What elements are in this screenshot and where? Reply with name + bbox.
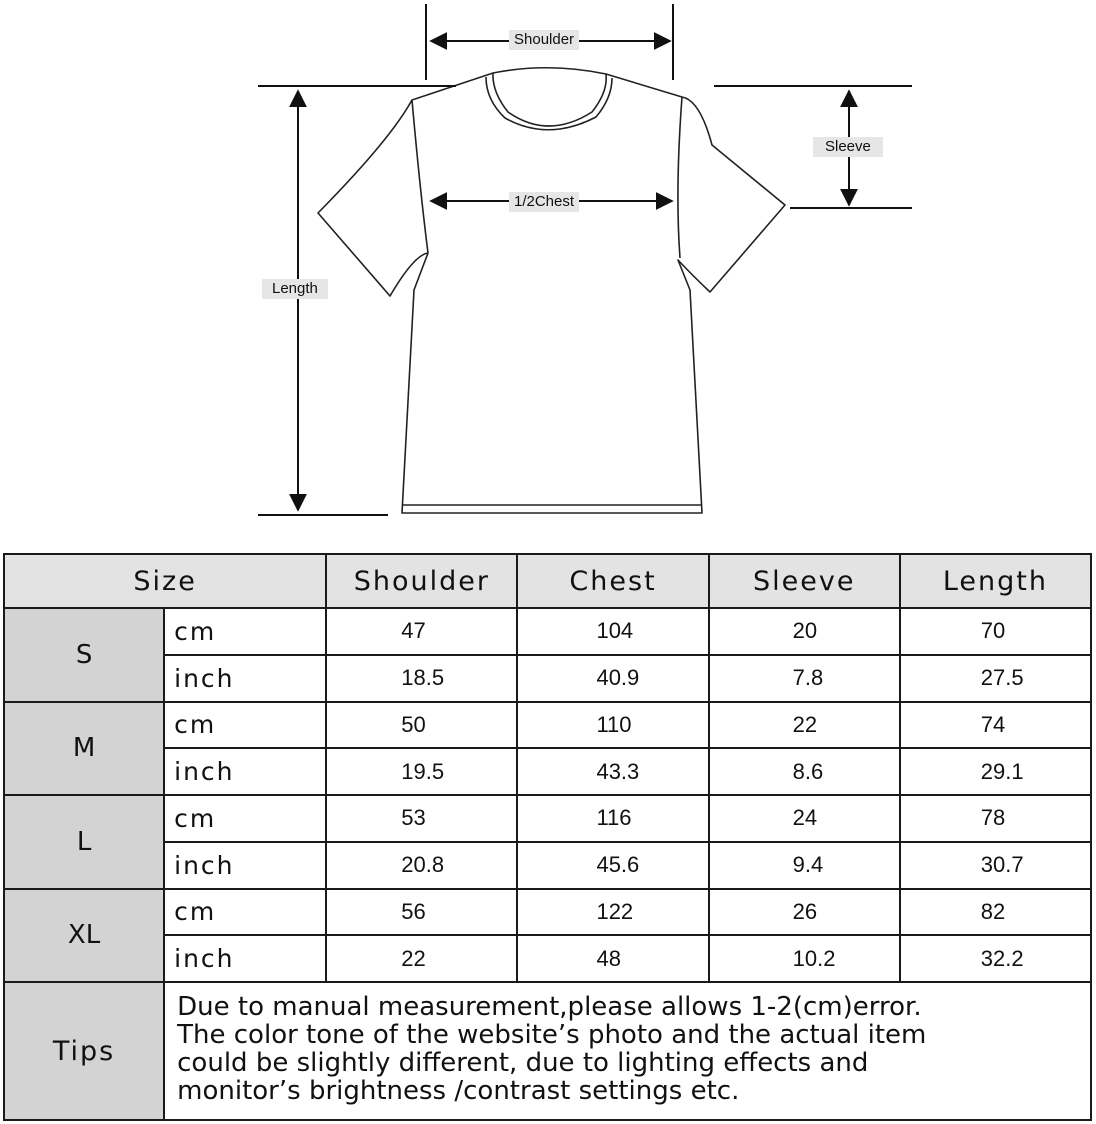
m-cm-length: 74 bbox=[900, 702, 1091, 749]
tips-label: Tips bbox=[4, 982, 164, 1120]
tips-line: monitor’s brightness /contrast settings etc. bbox=[177, 1076, 740, 1106]
l-inch-sleeve: 9.4 bbox=[709, 842, 900, 889]
l-cm-length: 78 bbox=[900, 795, 1091, 842]
size-l: L bbox=[4, 795, 164, 889]
unit-inch: inch bbox=[164, 655, 326, 702]
m-cm-sleeve: 22 bbox=[709, 702, 900, 749]
table-row bbox=[4, 702, 1091, 749]
s-cm-chest: 104 bbox=[517, 608, 708, 655]
table-row bbox=[4, 748, 1091, 795]
l-cm-chest: 116 bbox=[517, 795, 708, 842]
tshirt-measurement-diagram bbox=[0, 0, 1096, 530]
header-sleeve: Sleeve bbox=[709, 554, 900, 608]
table-row bbox=[4, 795, 1091, 842]
size-chart-table bbox=[3, 553, 1092, 1121]
s-inch-sleeve: 7.8 bbox=[709, 655, 900, 702]
xl-inch-sleeve: 10.2 bbox=[709, 935, 900, 982]
s-cm-shoulder: 47 bbox=[326, 608, 517, 655]
header-length: Length bbox=[900, 554, 1091, 608]
unit-cm: cm bbox=[164, 795, 326, 842]
tips-line: Due to manual measurement,please allows 1-2(cm)error. bbox=[177, 992, 922, 1022]
m-inch-chest: 43.3 bbox=[517, 748, 708, 795]
l-cm-shoulder: 53 bbox=[326, 795, 517, 842]
s-inch-chest: 40.9 bbox=[517, 655, 708, 702]
tips-row bbox=[4, 982, 1091, 1120]
tshirt-outline-icon bbox=[0, 0, 1096, 530]
header-size: Size bbox=[4, 554, 326, 608]
xl-inch-shoulder: 22 bbox=[326, 935, 517, 982]
size-m: M bbox=[4, 702, 164, 796]
xl-cm-chest: 122 bbox=[517, 889, 708, 936]
s-inch-length: 27.5 bbox=[900, 655, 1091, 702]
xl-inch-length: 32.2 bbox=[900, 935, 1091, 982]
table-row bbox=[4, 889, 1091, 936]
s-cm-length: 70 bbox=[900, 608, 1091, 655]
header-chest: Chest bbox=[517, 554, 708, 608]
xl-cm-sleeve: 26 bbox=[709, 889, 900, 936]
table-row bbox=[4, 935, 1091, 982]
shoulder-label: Shoulder bbox=[509, 30, 579, 50]
half-chest-label: 1/2Chest bbox=[509, 192, 579, 212]
m-cm-chest: 110 bbox=[517, 702, 708, 749]
header-shoulder: Shoulder bbox=[326, 554, 517, 608]
l-inch-length: 30.7 bbox=[900, 842, 1091, 889]
m-inch-shoulder: 19.5 bbox=[326, 748, 517, 795]
m-inch-length: 29.1 bbox=[900, 748, 1091, 795]
size-xl: XL bbox=[4, 889, 164, 983]
m-inch-sleeve: 8.6 bbox=[709, 748, 900, 795]
unit-inch: inch bbox=[164, 842, 326, 889]
l-inch-shoulder: 20.8 bbox=[326, 842, 517, 889]
tips-line: The color tone of the website’s photo and the actual item bbox=[177, 1020, 927, 1050]
unit-cm: cm bbox=[164, 702, 326, 749]
tips-line: could be slightly different, due to lighting effects and bbox=[177, 1048, 869, 1078]
table-row bbox=[4, 655, 1091, 702]
unit-cm: cm bbox=[164, 889, 326, 936]
tips-text bbox=[164, 982, 1091, 1120]
xl-cm-shoulder: 56 bbox=[326, 889, 517, 936]
l-cm-sleeve: 24 bbox=[709, 795, 900, 842]
s-cm-sleeve: 20 bbox=[709, 608, 900, 655]
table-header-row bbox=[4, 554, 1091, 608]
xl-inch-chest: 48 bbox=[517, 935, 708, 982]
unit-inch: inch bbox=[164, 935, 326, 982]
size-s: S bbox=[4, 608, 164, 702]
table-row bbox=[4, 842, 1091, 889]
unit-cm: cm bbox=[164, 608, 326, 655]
sleeve-label: Sleeve bbox=[813, 137, 883, 157]
length-label: Length bbox=[262, 279, 328, 299]
table-row bbox=[4, 608, 1091, 655]
l-inch-chest: 45.6 bbox=[517, 842, 708, 889]
xl-cm-length: 82 bbox=[900, 889, 1091, 936]
m-cm-shoulder: 50 bbox=[326, 702, 517, 749]
s-inch-shoulder: 18.5 bbox=[326, 655, 517, 702]
unit-inch: inch bbox=[164, 748, 326, 795]
